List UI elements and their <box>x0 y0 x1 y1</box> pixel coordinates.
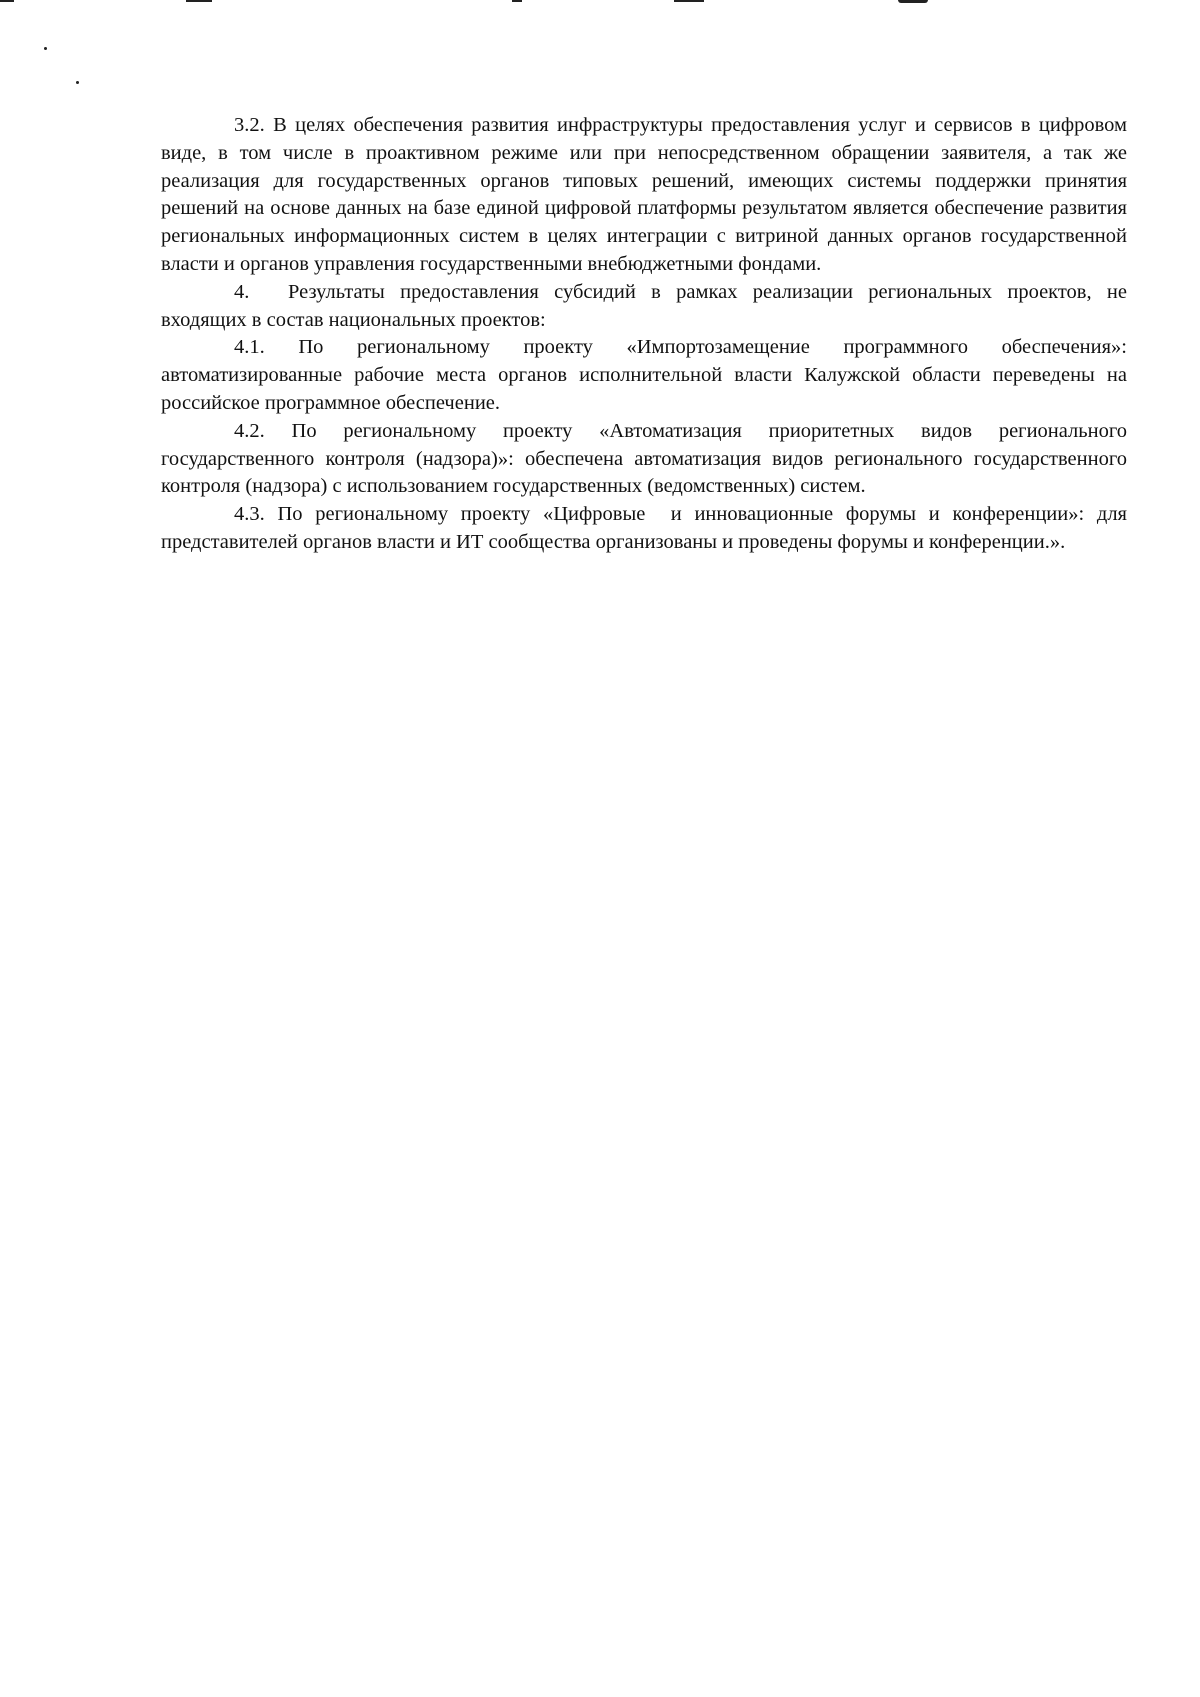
paragraph-4-1: 4.1. По региональному проекту «Импортозамещение программного обеспечения»: автоматизированные рабочие места органов исполнительной власти Калужской области переведены на российское программное обеспечение. <box>161 336 1127 414</box>
scan-artifact <box>674 0 704 2</box>
paragraph-4-text: Результаты предоставления субсидий в рамках реализации региональных проектов, не входящих в состав национальных проектов: <box>161 280 1127 331</box>
scan-speck <box>76 81 79 84</box>
paragraph-4 <box>161 279 1127 335</box>
scan-speck <box>44 47 47 50</box>
document-body <box>161 112 1133 557</box>
scan-artifact <box>0 0 14 2</box>
scan-artifact <box>898 0 928 3</box>
paragraph-3-2: 3.2. В целях обеспечения развития инфраструктуры предоставления услуг и сервисов в цифровом виде, в том числе в проактивном режиме или при непосредственном обращении заявителя, а так же реализация для государственных органов типовых решений, имеющих системы поддержки принятия решений на основе данных на базе единой цифровой платформы результатом является обеспечение развития региональных информационных систем в целях интеграции с витриной данных органов государственной власти и органов управления государственными внебюджетными фондами. <box>161 114 1127 275</box>
scan-artifact <box>186 0 212 2</box>
paragraph-4-3: 4.3. По региональному проекту «Цифровые и инновационные форумы и конференции»: для представителей органов власти и ИТ сообщества организованы и проведены форумы и конференции.». <box>161 503 1133 553</box>
scan-artifact <box>512 0 522 2</box>
paragraph-number: 4. <box>234 280 250 303</box>
paragraph-4-2: 4.2. По региональному проекту «Автоматизация приоритетных видов регионального государственного контроля (надзора)»: обеспечена автоматизация видов регионального государственного контроля (надзора) с использованием государственных (ведомственных) систем. <box>161 419 1127 498</box>
